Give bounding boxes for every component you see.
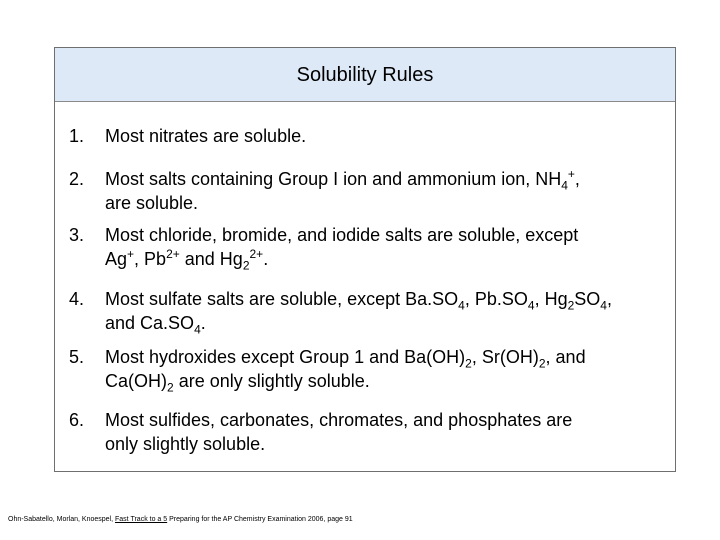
rule-text: Most hydroxides except Group 1 and $Ba(OH)_2$, $Sr(OH)_2$, and $Ca(OH)_2$ are only slightly soluble. [105,347,586,395]
footer-authors: Ohn-Sabatello, Morlan, Knoespel, [8,516,114,523]
rule-text: Most nitrates are soluble. [105,126,307,146]
rules-header [55,48,675,102]
citation-footer [8,516,353,523]
rule-text: Most chloride, bromide, and iodide salts are soluble, except Ag+, $Pb^{2+}$ and $Hg_2^{2+}$. [105,225,579,273]
rule-number: 5. [69,347,85,367]
rule-number: 1. [69,126,85,146]
rule-number: 2. [69,169,85,189]
rule-number: 4. [69,289,85,309]
rule-number: 3. [69,225,85,245]
footer-book-title: Fast Track to a 5 [115,516,168,523]
rule-text: Most salts containing Group I ion and ammonium ion, $NH_4^+$, are soluble. [105,167,580,213]
footer-rest: Preparing for the AP Chemistry Examination 2006, page 91 [169,516,353,523]
rules-box [54,47,676,472]
rule-text: Most sulfides, carbonates, chromates, and phosphates are only slightly soluble. [105,410,573,454]
slide-title: Solubility Rules [296,64,434,86]
rule-text: Most sulfate salts are soluble, except $Ba.SO_4$, $Pb.SO_4$, $Hg_2SO_4$, and $Ca.SO_4$. [105,289,612,337]
rule-number: 6. [69,410,85,430]
